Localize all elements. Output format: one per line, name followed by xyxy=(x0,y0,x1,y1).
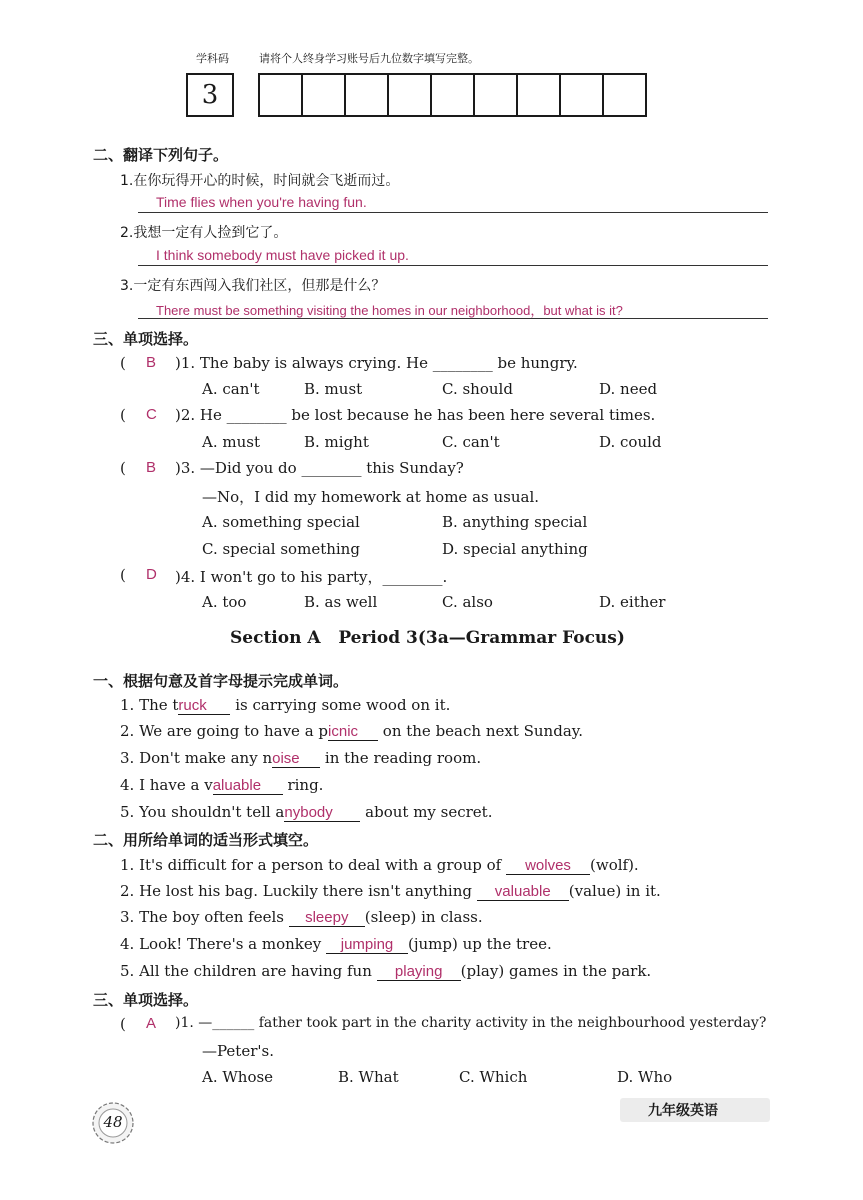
form-item-3: 3. The boy often feels sleepy (sleep) in class. xyxy=(120,908,483,926)
choice-answer-1: B xyxy=(146,354,157,371)
choice2-1-opt-a: A. Whose xyxy=(202,1068,274,1086)
choice-2-opt-b: B. might xyxy=(304,433,369,451)
form-fill-2: valuable xyxy=(477,883,569,901)
form-item-4: 4. Look! There's a monkey jumping (jump) up the tree. xyxy=(120,935,552,953)
header-instruction: 请将个人终身学习账号后九位数字填写完整。 xyxy=(259,52,479,65)
choice-1-opt-a: A. can't xyxy=(202,380,260,398)
digit-box[interactable] xyxy=(559,73,604,117)
form-fill-5: playing xyxy=(377,963,461,981)
choice-1-opt-c: C. should xyxy=(442,380,513,398)
choice-stem-3: )3. —Did you do ________ this Sunday? xyxy=(175,459,464,477)
digit-box[interactable] xyxy=(430,73,475,117)
word-item-3: 3. Don't make any noise in the reading room. xyxy=(120,749,482,767)
choice-paren-open: ( xyxy=(120,459,126,477)
choice-4-opt-c: C. also xyxy=(442,593,493,611)
answer-line xyxy=(138,318,768,319)
page-number: 48 xyxy=(103,1113,123,1131)
choice-stem-2: )2. He ________ be lost because he has been here several times. xyxy=(175,406,656,424)
choice2-stem-1: )1. —______ father took part in the charity activity in the neighbourhood yesterday? xyxy=(175,1015,767,1031)
choice-paren-open: ( xyxy=(120,1015,126,1033)
translate-section-title: 二、翻译下列句子。 xyxy=(93,146,229,164)
grade-label: 九年级英语 xyxy=(648,1103,718,1119)
digit-box[interactable] xyxy=(516,73,561,117)
digit-box[interactable] xyxy=(258,73,303,117)
choice-stem-4: )4. I won't go to his party，________. xyxy=(175,568,448,586)
choice-paren-open: ( xyxy=(120,406,126,424)
word-fill-3: oise xyxy=(272,750,320,768)
translate-answer-3: There must be something visiting the homes in our neighborhood，but what is it? xyxy=(156,303,623,318)
choice-answer-2: C xyxy=(146,406,157,423)
account-number-boxes xyxy=(188,73,647,117)
choice-answer-4: D xyxy=(146,566,157,583)
choice-section-title: 三、单项选择。 xyxy=(93,330,199,348)
translate-answer-1: Time flies when you're having fun. xyxy=(156,194,367,210)
subject-code-label: 学科码 xyxy=(196,52,229,65)
word-fill-1: ruck xyxy=(178,697,230,715)
choice-2-opt-c: C. can't xyxy=(442,433,500,451)
form-fill-4: jumping xyxy=(326,936,408,954)
digit-box[interactable] xyxy=(602,73,647,117)
choice-3-opt-c: C. special something xyxy=(202,540,360,558)
form-item-1: 1. It's difficult for a person to deal with a group of wolves (wolf). xyxy=(120,856,639,874)
choice-paren-open: ( xyxy=(120,566,126,584)
choice-4-opt-a: A. too xyxy=(202,593,247,611)
word-item-1: 1. The truck is carrying some wood on it. xyxy=(120,696,451,714)
choice-stem-3-reply: —No，I did my homework at home as usual. xyxy=(202,488,540,506)
subject-code-box: 3 xyxy=(186,73,234,117)
choice2-stem-1-reply: —Peter's. xyxy=(202,1042,274,1060)
digit-box[interactable] xyxy=(387,73,432,117)
choice-3-opt-b: B. anything special xyxy=(442,513,588,531)
forms-section-title: 二、用所给单词的适当形式填空。 xyxy=(93,831,319,849)
choice-paren-open: ( xyxy=(120,354,126,372)
page-number-badge xyxy=(90,1100,136,1146)
word-item-4: 4. I have a valuable ring. xyxy=(120,776,324,794)
word-item-2: 2. We are going to have a picnic on the beach next Sunday. xyxy=(120,722,584,740)
choice2-1-opt-c: C. Which xyxy=(459,1068,528,1086)
word-item-5: 5. You shouldn't tell anybody about my secret. xyxy=(120,803,493,821)
choice-1-opt-d: D. need xyxy=(599,380,658,398)
answer-line xyxy=(138,265,768,266)
translate-answer-2: I think somebody must have picked it up. xyxy=(156,247,409,263)
answer-line xyxy=(138,212,768,213)
word-fill-5: nybody xyxy=(284,804,360,822)
digit-box[interactable] xyxy=(473,73,518,117)
choice-answer-3: B xyxy=(146,459,157,476)
choice-1-opt-b: B. must xyxy=(304,380,363,398)
word-fill-4: aluable xyxy=(213,777,283,795)
choice2-1-opt-d: D. Who xyxy=(617,1068,673,1086)
choice-4-opt-d: D. either xyxy=(599,593,666,611)
choice-4-opt-b: B. as well xyxy=(304,593,378,611)
form-fill-1: wolves xyxy=(506,857,590,875)
translate-question-1: 1.在你玩得开心的时候，时间就会飞逝而过。 xyxy=(120,173,400,189)
translate-question-3: 3.一定有东西闯入我们社区，但那是什么？ xyxy=(120,278,386,294)
choice2-answer-1: A xyxy=(146,1015,157,1032)
form-item-2: 2. He lost his bag. Luckily there isn't anything valuable (value) in it. xyxy=(120,882,661,900)
words-section-title: 一、根据句意及首字母提示完成单词。 xyxy=(93,672,349,690)
digit-box[interactable] xyxy=(301,73,346,117)
digit-box[interactable] xyxy=(344,73,389,117)
choice-3-opt-a: A. something special xyxy=(202,513,360,531)
form-item-5: 5. All the children are having fun playing (play) games in the park. xyxy=(120,962,652,980)
section-title: Section A Period 3(3a—Grammar Focus) xyxy=(230,628,625,648)
form-fill-3: sleepy xyxy=(289,909,365,927)
choice2-1-opt-b: B. What xyxy=(338,1068,399,1086)
choice-2-opt-d: D. could xyxy=(599,433,662,451)
choice-3-opt-d: D. special anything xyxy=(442,540,588,558)
translate-question-2: 2.我想一定有人捡到它了。 xyxy=(120,225,288,241)
choice-stem-1: )1. The baby is always crying. He ________ be hungry. xyxy=(175,354,578,372)
word-fill-2: icnic xyxy=(328,723,378,741)
choice2-section-title: 三、单项选择。 xyxy=(93,991,199,1009)
choice-2-opt-a: A. must xyxy=(202,433,260,451)
